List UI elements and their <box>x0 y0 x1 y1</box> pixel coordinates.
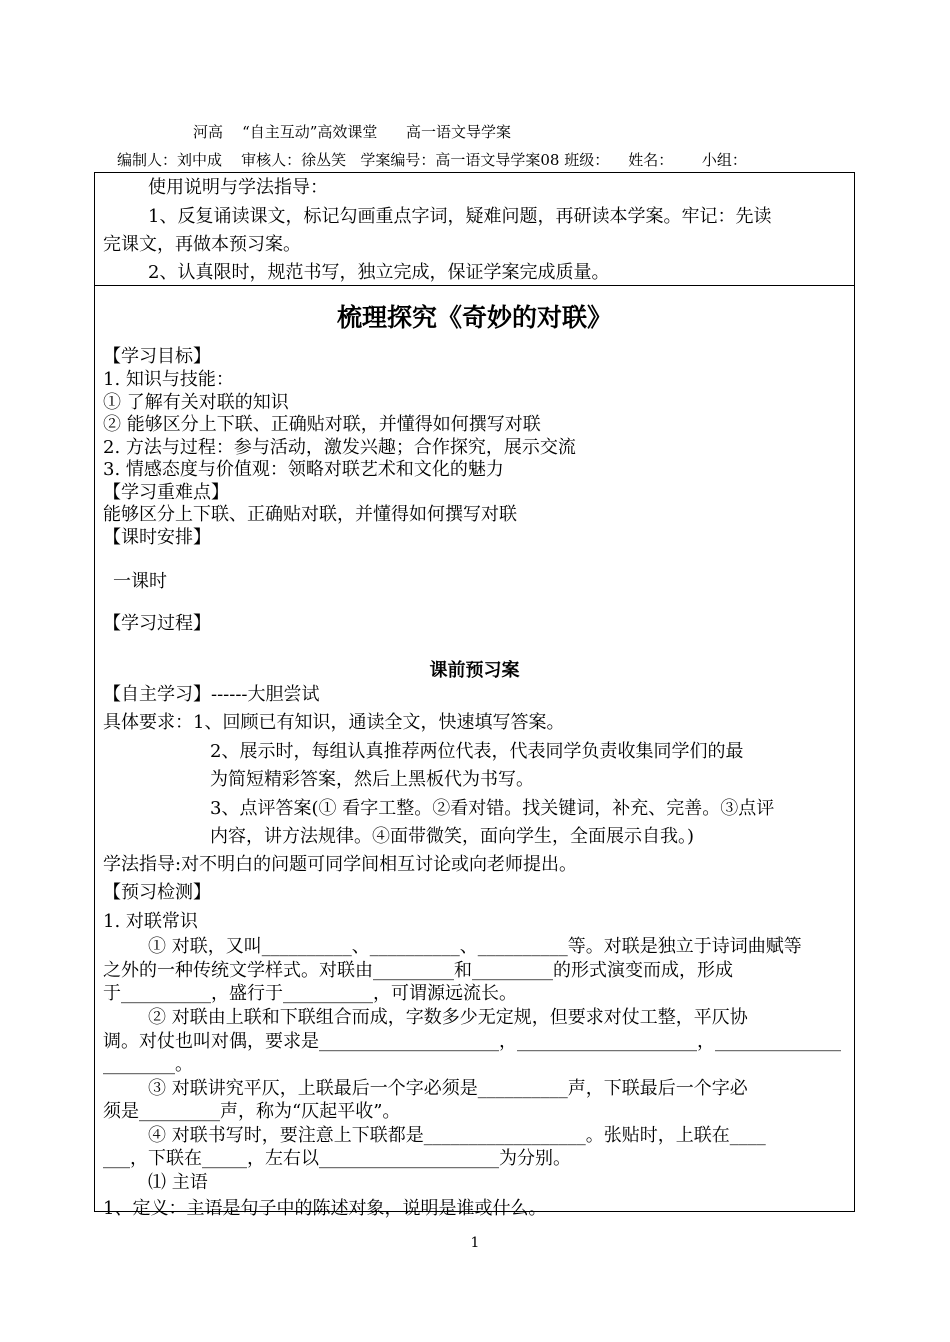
self-study-heading: 【自主学习】------大胆尝试 <box>103 684 320 705</box>
page-title: 梳理探究《奇妙的对联》 <box>336 303 612 332</box>
question-1b: 之外的一种传统文学样式。对联由_________和_________的形式演变而成，形成 <box>103 960 733 981</box>
question-2a: ② 对联由上联和下联组合而成，字数多少无定规，但要求对仗工整，平仄协 <box>148 1007 748 1028</box>
question-2b: 调。对仗也叫对偶，要求是____________________，____________________，______________ <box>103 1031 841 1052</box>
process-heading: 【学习过程】 <box>103 613 211 634</box>
usage-p1a: 1、反复诵读课文，标记勾画重点字词，疑难问题，再研读本学案。牢记：先读 <box>148 206 772 227</box>
goal-2: 2. 方法与过程：参与活动，激发兴趣；合作探究，展示交流 <box>103 437 576 458</box>
key-text: 能够区分上下联、正确贴对联，并懂得如何撰写对联 <box>103 504 517 525</box>
usage-heading: 使用说明与学法指导： <box>148 177 328 198</box>
question-3b: 须是_________声，称为“仄起平收”。 <box>103 1101 401 1122</box>
definition: 1、定义：主语是句子中的陈述对象，说明是谁或什么。 <box>103 1198 547 1219</box>
question-4b: ___，下联在_____，左右以____________________为分别。 <box>103 1148 571 1169</box>
question-1a: ① 对联，又叫__________、__________、__________等。对联是独立于诗词曲赋等 <box>148 936 802 957</box>
question-1c: 于__________，盛行于__________，可谓源远流长。 <box>103 983 517 1004</box>
schedule-heading: 【课时安排】 <box>103 527 211 548</box>
requirement-2b: 为简短精彩答案，然后上黑板代为书写。 <box>210 769 534 790</box>
page-number: 1 <box>470 1235 480 1251</box>
requirement-3b: 内容，讲方法规律。④面带微笑，面向学生，全面展示自我。) <box>210 826 695 847</box>
preview-title: 课前预习案 <box>429 660 520 681</box>
question-4a: ④ 对联书写时，要注意上下联都是__________________。张贴时，上联在____ <box>148 1125 766 1146</box>
subject-heading: ⑴ 主语 <box>148 1172 208 1193</box>
header-line-1: 河高 “自主互动”高效课堂 高一语文导学案 <box>193 123 512 141</box>
goal-3: 3. 情感态度与价值观：领略对联艺术和文化的魅力 <box>103 459 504 480</box>
key-heading: 【学习重难点】 <box>103 482 229 503</box>
question-2c: ________。 <box>103 1054 193 1075</box>
schedule-text: 一课时 <box>113 571 167 592</box>
goal-1: 1. 知识与技能： <box>103 369 234 390</box>
requirement-1: 具体要求：1、回顾已有知识，通读全文，快速填写答案。 <box>103 712 565 733</box>
main-box <box>94 286 855 1219</box>
usage-p2: 2、认真限时，规范书写，独立完成，保证学案完成质量。 <box>148 262 610 283</box>
usage-box <box>94 172 855 286</box>
requirement-3a: 3、点评答案(① 看字工整。②看对错。找关键词，补充、完善。③点评 <box>210 798 775 819</box>
goals-heading: 【学习目标】 <box>103 346 211 367</box>
header-line-2: 编制人：刘中成 审核人：徐丛笑 学案编号：高一语文导学案08 班级： 姓名： 小组： <box>117 151 747 169</box>
usage-p1b: 完课文，再做本预习案。 <box>103 234 301 255</box>
question-3a: ③ 对联讲究平仄，上联最后一个字必须是__________声，下联最后一个字必 <box>148 1078 748 1099</box>
requirement-2a: 2、展示时，每组认真推荐两位代表，代表同学负责收集同学们的最 <box>210 741 744 762</box>
goal-1a: ① 了解有关对联的知识 <box>103 392 289 413</box>
check-1: 1. 对联常识 <box>103 911 198 932</box>
method-guidance: 学法指导:对不明白的问题可同学间相互讨论或向老师提出。 <box>103 854 578 875</box>
goal-1b: ② 能够区分上下联、正确贴对联，并懂得如何撰写对联 <box>103 414 541 435</box>
check-heading: 【预习检测】 <box>103 882 211 903</box>
